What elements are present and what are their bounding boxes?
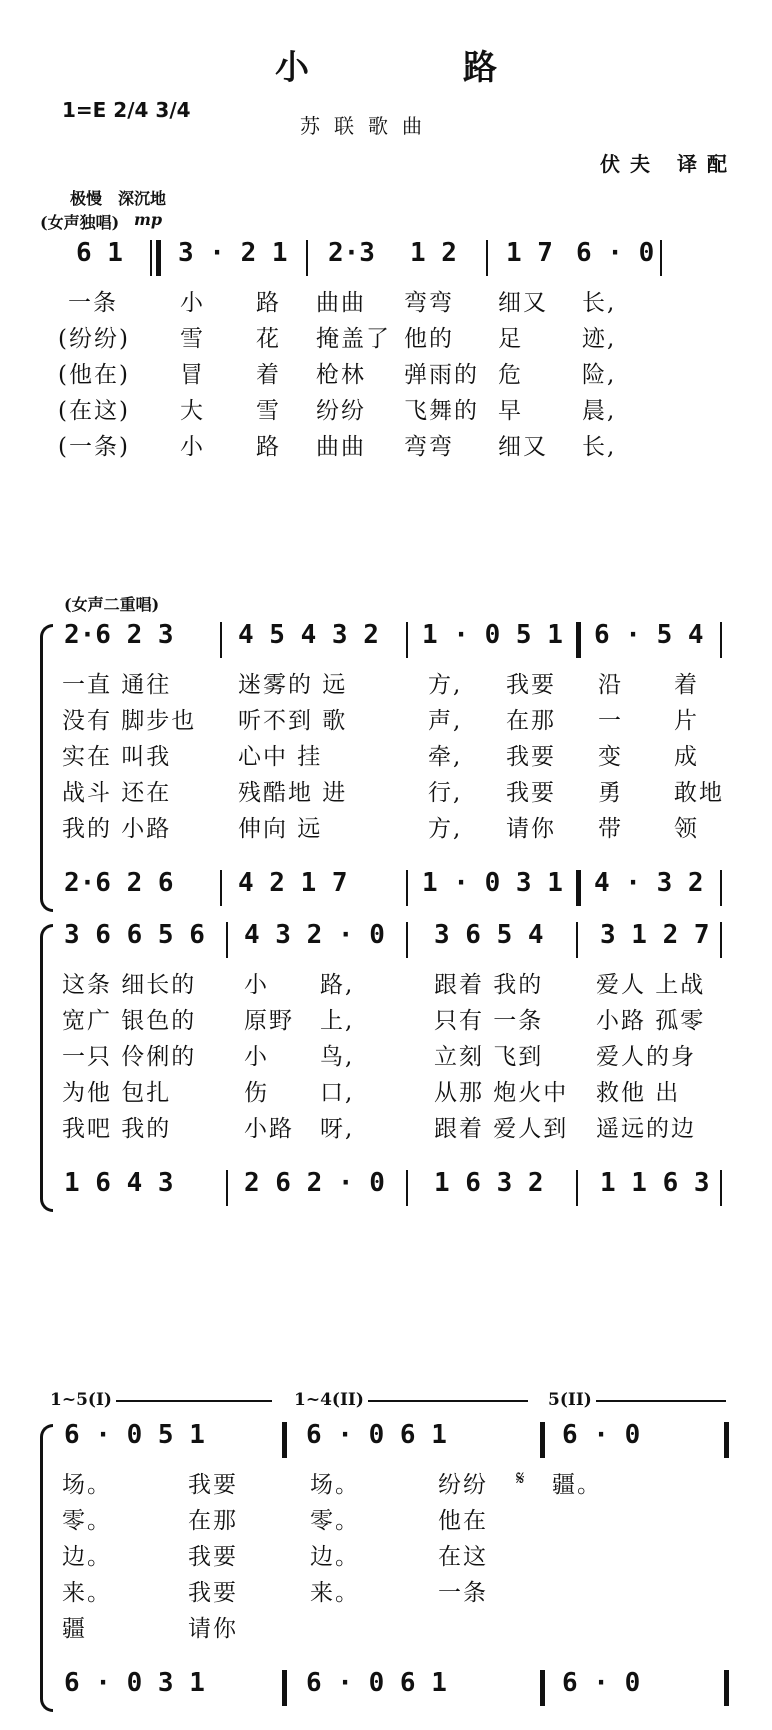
lyric: 带 xyxy=(598,816,623,842)
volta-label: 1~5(I) xyxy=(46,1390,116,1410)
lyric: 从那 炮火中 xyxy=(434,1080,569,1106)
lyrics-verse-1 xyxy=(48,284,728,324)
lyric: 敢地 xyxy=(674,780,724,806)
lyric: (他在) xyxy=(58,362,130,388)
lyric: 听不到 歌 xyxy=(238,708,348,734)
lyrics-verse-2 xyxy=(48,1002,728,1042)
note-group: 4 2 1 7 xyxy=(238,868,348,898)
lyric: 弹雨的 xyxy=(404,362,479,388)
note-group: 1 2 xyxy=(410,238,457,268)
lyric: 细又 xyxy=(498,290,548,316)
note-group: 4 · 3 2 xyxy=(594,868,704,898)
lyric: 我要 xyxy=(188,1544,238,1570)
lyric: 勇 xyxy=(598,780,623,806)
lyric: 跟着 我的 xyxy=(434,972,544,998)
lyric: 着 xyxy=(674,672,699,698)
lyric: 弯弯 xyxy=(404,434,454,460)
lyric: 小 xyxy=(180,434,205,460)
notes-row-upper xyxy=(48,920,728,960)
lyric: 路 xyxy=(256,434,281,460)
lyrics-verse-4 xyxy=(48,1074,728,1114)
lyric: 晨, xyxy=(582,398,617,424)
lyric: 我吧 我的 xyxy=(62,1116,172,1142)
system-1 xyxy=(48,238,728,468)
lyrics-verse-1 xyxy=(48,966,728,1006)
dynamic-marking: mp xyxy=(134,210,163,229)
note-group: 3 6 5 4 xyxy=(434,920,544,950)
lyric: 牵, xyxy=(428,744,463,770)
lyric: 冒 xyxy=(180,362,205,388)
lyric: 战斗 还在 xyxy=(62,780,172,806)
system-3 xyxy=(48,920,728,1210)
notes-row xyxy=(48,238,728,278)
lyric: 路 xyxy=(256,290,281,316)
lyric: 小 xyxy=(244,1044,269,1070)
lyric: 他的 xyxy=(404,326,454,352)
lyric: 场。 xyxy=(310,1472,360,1498)
lyric: 在这 xyxy=(438,1544,488,1570)
lyrics-verse-2 xyxy=(48,1502,728,1542)
lyric: 只有 一条 xyxy=(434,1008,544,1034)
lyric: 边。 xyxy=(62,1544,112,1570)
lyric: (纷纷) xyxy=(58,326,130,352)
lyric: 一只 伶俐的 xyxy=(62,1044,197,1070)
lyric: 跟着 爱人到 xyxy=(434,1116,569,1142)
lyric: 疆 xyxy=(62,1616,87,1642)
volta-label: 5(II) xyxy=(544,1390,596,1410)
lyric: 请你 xyxy=(506,816,556,842)
lyric: 曲曲 xyxy=(316,290,366,316)
song-title: 小 路 xyxy=(275,48,557,88)
lyric: 路, xyxy=(320,972,355,998)
lyric: 我要 xyxy=(188,1580,238,1606)
lyric: 一条 xyxy=(438,1580,488,1606)
lyric: 方, xyxy=(428,816,463,842)
lyric: 为他 包扎 xyxy=(62,1080,172,1106)
lyric: 场。 xyxy=(62,1472,112,1498)
lyrics-verse-4 xyxy=(48,774,728,814)
lyric: 请你 xyxy=(188,1616,238,1642)
system-2 xyxy=(48,620,728,910)
lyric: 片 xyxy=(674,708,699,734)
lyric: 宽广 银色的 xyxy=(62,1008,197,1034)
lyric: 一条 xyxy=(68,290,118,316)
lyric: 成 xyxy=(674,744,699,770)
song-subtitle: 苏联歌曲 xyxy=(300,114,436,138)
note-group: 2·6 2 6 xyxy=(64,868,174,898)
lyric: 伤 xyxy=(244,1080,269,1106)
lyric: 领 xyxy=(674,816,699,842)
notes-row-upper xyxy=(48,1420,728,1460)
lyrics-verse-5 xyxy=(48,428,728,468)
lyric: 枪林 xyxy=(316,362,366,388)
volta-bracket-3 xyxy=(544,1390,726,1416)
note-group: 2·6 2 3 xyxy=(64,620,174,650)
lyric: 掩盖了 xyxy=(316,326,391,352)
lyric: 零。 xyxy=(62,1508,112,1534)
lyric: 着 xyxy=(256,362,281,388)
lyric: 纷纷 xyxy=(316,398,366,424)
lyric: 我要 xyxy=(506,744,556,770)
note-group: 2 6 2 · 0 xyxy=(244,1168,385,1198)
note-group: 6 · 0 5 1 xyxy=(64,1420,205,1450)
lyric: 来。 xyxy=(62,1580,112,1606)
lyrics-verse-4 xyxy=(48,1574,728,1614)
lyric: 小 xyxy=(244,972,269,998)
lyric: 我要 xyxy=(188,1472,238,1498)
lyric: 心中 挂 xyxy=(238,744,323,770)
lyric: 没有 脚步也 xyxy=(62,708,197,734)
lyric: 边。 xyxy=(310,1544,360,1570)
lyric: 这条 细长的 xyxy=(62,972,197,998)
lyric: 呀, xyxy=(320,1116,355,1142)
segno-icon: 𝄋 xyxy=(516,1466,527,1490)
note-group: 6 · 0 xyxy=(562,1420,641,1450)
lyrics-verse-2 xyxy=(48,320,728,360)
lyrics-verse-1 xyxy=(48,1466,728,1506)
note-group: 6 · 0 6 1 xyxy=(306,1420,447,1450)
lyrics-verse-5 xyxy=(48,1110,728,1150)
volta-bracket-1 xyxy=(46,1390,272,1416)
lyric: 足 xyxy=(498,326,523,352)
note-group: 1 7 xyxy=(506,238,553,268)
lyric: 在那 xyxy=(506,708,556,734)
note-group: 3 · 2 1 xyxy=(178,238,288,268)
note-group: 6 1 xyxy=(76,238,123,268)
lyric: 我要 xyxy=(506,780,556,806)
translator-credit: 伏夫 译配 xyxy=(600,152,737,176)
lyric: 一 xyxy=(598,708,623,734)
note-group: 6 · 0 xyxy=(562,1668,641,1698)
lyrics-verse-2 xyxy=(48,702,728,742)
key-signature: 1=E 2/4 3/4 xyxy=(62,98,191,122)
lyric: 他在 xyxy=(438,1508,488,1534)
lyric: 雪 xyxy=(180,326,205,352)
lyrics-verse-1 xyxy=(48,666,728,706)
lyric: 飞舞的 xyxy=(404,398,479,424)
notes-row-lower xyxy=(48,1668,728,1708)
lyric: 弯弯 xyxy=(404,290,454,316)
lyric: 鸟, xyxy=(320,1044,355,1070)
lyrics-verse-5 xyxy=(48,810,728,850)
lyric: 原野 xyxy=(244,1008,294,1034)
note-group: 6 · 0 3 1 xyxy=(64,1668,205,1698)
lyric: 零。 xyxy=(310,1508,360,1534)
lyric: 我要 xyxy=(506,672,556,698)
lyric: 立刻 飞到 xyxy=(434,1044,544,1070)
lyrics-verse-3 xyxy=(48,738,728,778)
lyric: 伸向 远 xyxy=(238,816,323,842)
lyric: 早 xyxy=(498,398,523,424)
lyric: 长, xyxy=(582,434,617,460)
note-group: 6 · 5 4 xyxy=(594,620,704,650)
lyric: 上, xyxy=(320,1008,355,1034)
note-group: 4 5 4 3 2 xyxy=(238,620,379,650)
lyrics-verse-3 xyxy=(48,1538,728,1578)
lyric: 遥远的边 xyxy=(596,1116,696,1142)
lyric: 迹, xyxy=(582,326,617,352)
lyric: 实在 叫我 xyxy=(62,744,172,770)
lyric: 疆。 xyxy=(552,1472,602,1498)
lyric: 救他 出 xyxy=(596,1080,681,1106)
note-group: 2·3 xyxy=(328,238,375,268)
lyric: 花 xyxy=(256,326,281,352)
note-group: 1 6 4 3 xyxy=(64,1168,174,1198)
lyrics-verse-3 xyxy=(48,1038,728,1078)
note-group: 1 · 0 3 1 xyxy=(422,868,563,898)
note-group: 3 1 2 7 xyxy=(600,920,710,950)
notes-row-lower xyxy=(48,1168,728,1208)
lyric: 小 xyxy=(180,290,205,316)
note-group: 1 1 6 3 xyxy=(600,1168,710,1198)
lyrics-verse-5 xyxy=(48,1610,728,1650)
note-group: 3 6 6 5 6 xyxy=(64,920,205,950)
lyric: 变 xyxy=(598,744,623,770)
tempo-marking: 极慢 深沉地 xyxy=(70,189,167,208)
lyric: 一直 通往 xyxy=(62,672,172,698)
lyric: 在那 xyxy=(188,1508,238,1534)
lyric: 纷纷 xyxy=(438,1472,488,1498)
lyrics-verse-3 xyxy=(48,356,728,396)
volta-label: 1~4(II) xyxy=(290,1390,368,1410)
lyric: 爱人 上战 xyxy=(596,972,706,998)
lyric: 口, xyxy=(320,1080,355,1106)
lyric: 残酷地 进 xyxy=(238,780,348,806)
lyric: 小路 孤零 xyxy=(596,1008,706,1034)
note-group: 6 · 0 6 1 xyxy=(306,1668,447,1698)
note-group: 6 · 0 xyxy=(576,238,655,268)
lyric: (在这) xyxy=(58,398,130,424)
part-label-solo: (女声独唱) xyxy=(40,213,120,232)
lyric: (一条) xyxy=(58,434,130,460)
notes-row-upper xyxy=(48,620,728,660)
lyric: 我的 小路 xyxy=(62,816,172,842)
lyric: 小路 xyxy=(244,1116,294,1142)
lyric: 沿 xyxy=(598,672,623,698)
lyric: 方, xyxy=(428,672,463,698)
lyric: 细又 xyxy=(498,434,548,460)
lyrics-verse-4 xyxy=(48,392,728,432)
lyric: 险, xyxy=(582,362,617,388)
part-label-duet: (女声二重唱) xyxy=(64,595,160,614)
lyric: 迷雾的 远 xyxy=(238,672,348,698)
lyric: 来。 xyxy=(310,1580,360,1606)
note-group: 4 3 2 · 0 xyxy=(244,920,385,950)
note-group: 1 6 3 2 xyxy=(434,1168,544,1198)
volta-bracket-2 xyxy=(290,1390,528,1416)
system-4 xyxy=(48,1420,728,1710)
lyric: 行, xyxy=(428,780,463,806)
lyric: 爱人的身 xyxy=(596,1044,696,1070)
lyric: 雪 xyxy=(256,398,281,424)
lyric: 曲曲 xyxy=(316,434,366,460)
lyric: 声, xyxy=(428,708,463,734)
lyric: 大 xyxy=(180,398,205,424)
notes-row-lower xyxy=(48,868,728,908)
lyric: 危 xyxy=(498,362,523,388)
lyric: 长, xyxy=(582,290,617,316)
note-group: 1 · 0 5 1 xyxy=(422,620,563,650)
